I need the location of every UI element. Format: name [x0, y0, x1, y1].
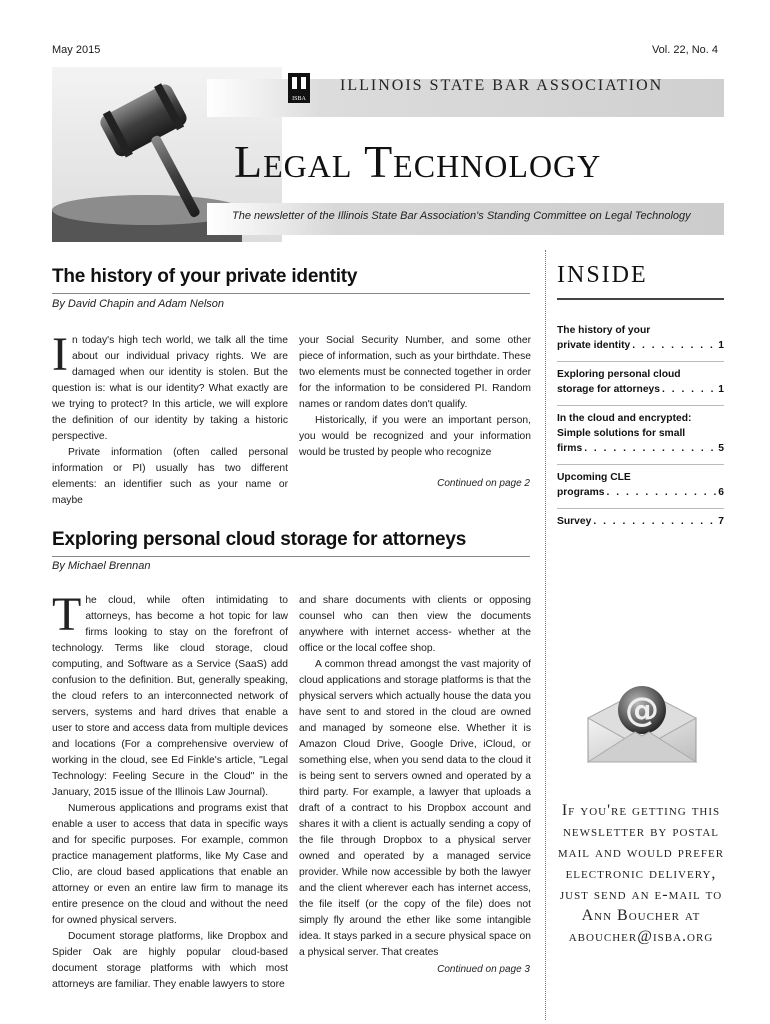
article1-column-1 [52, 328, 288, 509]
publication-title: Legal Technology [234, 136, 602, 187]
article1-para: your Social Security Number, and some other piece of information, such as your birthdate. These two elements must be connected together in order for the information to be considered PI. Random names or random dates don't qualify. [299, 335, 531, 410]
article1-column-2 [299, 333, 531, 461]
article2-rule [52, 556, 530, 557]
article1-rule [52, 293, 530, 294]
article2-column-1 [52, 588, 288, 993]
publication-tagline: The newsletter of the Illinois State Bar Association's Standing Committee on Legal Technology [232, 210, 691, 222]
article2-title: Exploring personal cloud storage for attorneys [52, 529, 467, 550]
toc-item-title: Survey [557, 516, 592, 527]
toc-item-title: The history of your [557, 325, 651, 336]
article1-dropcap: I [52, 328, 68, 381]
article1-para: n today's high tech world, we talk all the time about our individual privacy rights. We are damaged when our identity is stolen. But the question is: what is our identity? What exactly are we trying to protect? In this article, we will explore the definition of our identity by taking a historic perspective. [52, 335, 288, 442]
toc-leader-dots [593, 514, 716, 529]
article1-para: Historically, if you were an important person, you would be recognized and your information would be trusted by people who recognize [299, 415, 531, 458]
toc-item[interactable] [557, 465, 724, 509]
isba-logo-text: ISBA [292, 96, 306, 102]
article2-para: and share documents with clients or opposing counsel who can then view the documents anywhere with internet access- whether at the office or the local coffee shop. [299, 595, 531, 654]
toc-leader-dots [584, 441, 716, 456]
article2-para: Numerous applications and programs exist that enable a user to access that data in specific ways and for specific purposes. For example, common practice management platforms, like My Case and Clio, are cloud based applications that enable an attorney or even an entire law firm to manage its entire presence on the cloud and without the need for owned physical servers. [52, 803, 288, 926]
toc-item-title: storage for attorneys [557, 384, 660, 395]
organization-name: ILLINOIS STATE BAR ASSOCIATION [340, 77, 664, 94]
article2-para: A common thread amongst the vast majority of cloud applications and storage platforms is that the physical servers which actually house the data you have sent to and stored in the cloud are owned and managed by someone else. Whether it is Amazon Cloud Drive, Google Drive, iCloud, or something else, when you send data to the cloud it is being sent to servers owned and operated by a third party. For example, a lawyer that uploads a draft of a contract to his Dropbox account and shares it with a client is actually sending a copy of the file through Dropbox to a physical server owned and operated by a managed service provider. While now accessible by both the lawyer and the client wherever each has internet access, the file itself (or the copy of the file) does not simply fly around the ether like some intangible idea. It stays parked in a secure physical space on a physical server. That creates [299, 659, 531, 958]
toc-leader-dots [662, 382, 716, 397]
article1-byline: By David Chapin and Adam Nelson [52, 298, 225, 310]
article2-para: Document storage platforms, like Dropbox and Spider Oak are highly popular cloud-based document storage platforms with which most attorneys are familiar. They enable lawyers to store [52, 931, 288, 990]
article2-para: he cloud, while often intimidating to attorneys, has become a hot topic for law firms looking to stay on the forefront of technology. Terms like cloud storage, cloud computing, and Software as a Service (SaaS) add confusion to the definition. But, generally speaking, the cloud refers to an interconnected network of servers, systems and hard drives that enable a user to store and access data from multiple devices and locations (For a comprehensive overview of working in the cloud, see Ed Finkle's article, "Legal Technology: Feeling Secure in the Cloud" in the January, 2015 issue of the Illinois Law Journal). [52, 595, 288, 798]
svg-text:@: @ [625, 690, 659, 730]
toc-item-title: Upcoming CLE [557, 472, 631, 483]
inside-heading: INSIDE [557, 262, 648, 288]
column-divider [545, 250, 546, 1020]
article2-dropcap: T [52, 588, 82, 641]
masthead [52, 67, 724, 242]
toc-item-title: firms [557, 443, 583, 454]
article1-title: The history of your private identity [52, 266, 358, 287]
toc-item-title: In the cloud and encrypted: [557, 413, 692, 424]
electronic-delivery-promo: If you're getting this newsletter by postal mail and would prefer electronic delivery, just send an e-mail to Ann Boucher at aboucher@isba.org [557, 802, 725, 945]
issue-volume: Vol. 22, No. 4 [651, 44, 718, 56]
toc-leader-dots [632, 338, 716, 353]
table-of-contents [557, 318, 724, 537]
toc-item[interactable] [557, 318, 724, 362]
toc-item-title: private identity [557, 340, 631, 351]
issue-date: May 2015 [52, 44, 101, 56]
toc-item-page: 1 [718, 340, 724, 351]
toc-item[interactable] [557, 509, 724, 537]
article2-continued: Continued on page 3 [437, 964, 530, 975]
toc-item-title: Simple solutions for small [557, 428, 686, 439]
email-at-envelope-icon [580, 670, 702, 768]
article2-column-2 [299, 593, 531, 961]
toc-item-page: 6 [718, 487, 724, 498]
toc-item[interactable] [557, 362, 724, 406]
article1-continued: Continued on page 2 [437, 478, 530, 489]
article1-para: Private information (often called personal information or PI) usually has two different elements: an identifier such as your name or maybe [52, 447, 288, 506]
toc-item-page: 1 [718, 384, 724, 395]
toc-item-page: 7 [718, 516, 724, 527]
isba-logo [288, 73, 310, 103]
toc-leader-dots [607, 485, 717, 500]
article2-byline: By Michael Brennan [52, 560, 151, 572]
toc-item-page: 5 [718, 443, 724, 454]
toc-item[interactable] [557, 406, 724, 465]
toc-item-title: Exploring personal cloud [557, 369, 681, 380]
inside-rule [557, 298, 724, 300]
toc-item-title: programs [557, 487, 605, 498]
